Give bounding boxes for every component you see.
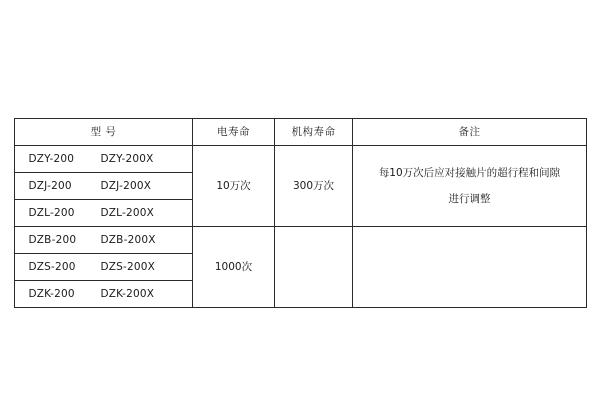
mechanical-life-group-2 [275,227,353,308]
specification-table [14,118,587,308]
header-electrical-life: 电寿命 [193,119,275,146]
model-code-primary: DZK-200 [28,288,75,300]
header-mechanical-life: 机构寿命 [275,119,353,146]
remark-line-2: 进行调整 [448,193,491,205]
model-code-primary: DZB-200 [28,234,77,246]
model-code-secondary: DZS-200X [100,261,156,273]
model-code-secondary: DZL-200X [100,207,155,219]
spec-table-container [14,118,586,308]
table-row [15,146,587,173]
model-cell [15,227,193,254]
model-cell [15,200,193,227]
model-code-secondary: DZK-200X [100,288,155,300]
remark-group-2 [353,227,587,308]
remark-line-1: 每10万次后应对接触片的超行程和间隙 [378,167,561,179]
model-code-primary: DZL-200 [28,207,75,219]
model-code-primary: DZY-200 [28,153,75,165]
header-remark: 备注 [353,119,587,146]
mechanical-life-group-1: 300万次 [275,146,353,227]
remark-group-1 [353,146,587,227]
model-code-secondary: DZY-200X [100,153,154,165]
table-row [15,227,587,254]
model-code-primary: DZS-200 [28,261,76,273]
electrical-life-group-1: 10万次 [193,146,275,227]
model-cell [15,254,193,281]
model-cell [15,146,193,173]
model-code-secondary: DZB-200X [100,234,156,246]
model-code-secondary: DZJ-200X [100,180,152,192]
model-cell [15,173,193,200]
electrical-life-group-2: 1000次 [193,227,275,308]
model-code-primary: DZJ-200 [28,180,72,192]
model-cell [15,281,193,308]
header-model: 型 号 [15,119,193,146]
table-header-row [15,119,587,146]
